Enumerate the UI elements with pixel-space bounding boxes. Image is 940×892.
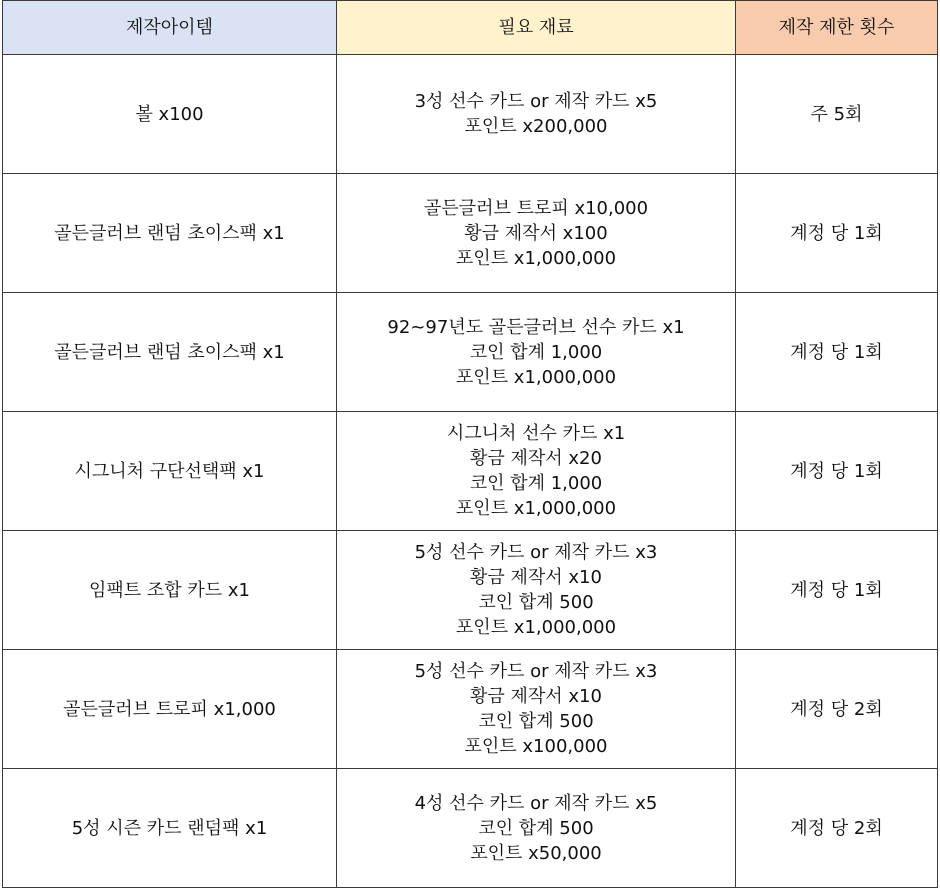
material-line: 5성 선수 카드 or 제작 카드 x3 [414, 542, 658, 563]
material-line: 3성 선수 카드 or 제작 카드 x5 [414, 91, 658, 112]
materials-cell [337, 174, 736, 293]
table-row [3, 531, 938, 650]
material-line: 코인 합계 500 [478, 711, 594, 732]
material-line: 코인 합계 500 [478, 817, 594, 839]
material-line: 코인 합계 1,000 [469, 341, 603, 363]
table-row [3, 412, 938, 531]
material-line: 골든글러브 트로피 x10,000 [423, 197, 649, 219]
material-line: 포인트 x1,000,000 [455, 617, 617, 638]
material-line: 포인트 x1,000,000 [455, 498, 617, 519]
material-line: 포인트 x1,000,000 [455, 247, 617, 269]
craft-item-cell: 골든글러브 랜덤 초이스팩 x1 [3, 293, 337, 412]
material-line: 황금 제작서 x20 [470, 448, 602, 469]
material-line: 황금 제작서 x10 [470, 686, 602, 707]
material-line: 황금 제작서 x10 [470, 567, 602, 588]
materials-cell [337, 769, 736, 888]
table-row [3, 55, 938, 174]
materials-cell [337, 412, 736, 531]
craft-limit-cell: 계정 당 1회 [736, 293, 938, 412]
materials-cell [337, 55, 736, 174]
table-row [3, 293, 938, 412]
crafting-table-container [2, 0, 937, 890]
table-row [3, 174, 938, 293]
material-line: 92~97년도 골든글러브 선수 카드 x1 [387, 316, 685, 338]
header-craft-item: 제작아이템 [3, 1, 337, 55]
material-line: 4성 선수 카드 or 제작 카드 x5 [414, 792, 658, 814]
craft-limit-cell: 계정 당 1회 [736, 531, 938, 650]
table-header-row [3, 1, 938, 55]
craft-item-cell: 5성 시즌 카드 랜덤팩 x1 [3, 769, 337, 888]
material-line: 코인 합계 500 [478, 592, 594, 613]
materials-cell [337, 531, 736, 650]
table-row [3, 650, 938, 769]
crafting-table [2, 0, 938, 888]
material-line: 코인 합계 1,000 [469, 473, 603, 494]
craft-limit-cell: 계정 당 1회 [736, 174, 938, 293]
material-line: 포인트 x200,000 [464, 116, 608, 137]
material-line: 포인트 x50,000 [470, 842, 602, 864]
craft-limit-cell: 계정 당 2회 [736, 769, 938, 888]
materials-cell [337, 650, 736, 769]
material-line: 포인트 x100,000 [464, 736, 608, 757]
header-craft-limit: 제작 제한 횟수 [736, 1, 938, 55]
material-line: 포인트 x1,000,000 [455, 366, 617, 388]
craft-limit-cell: 계정 당 1회 [736, 412, 938, 531]
craft-item-cell: 골든글러브 랜덤 초이스팩 x1 [3, 174, 337, 293]
craft-item-cell: 골든글러브 트로피 x1,000 [3, 650, 337, 769]
material-line: 5성 선수 카드 or 제작 카드 x3 [414, 661, 658, 682]
craft-item-cell: 볼 x100 [3, 55, 337, 174]
material-line: 시그니처 선수 카드 x1 [446, 423, 626, 444]
craft-item-cell: 시그니처 구단선택팩 x1 [3, 412, 337, 531]
craft-item-cell: 임팩트 조합 카드 x1 [3, 531, 337, 650]
craft-limit-cell: 주 5회 [736, 55, 938, 174]
header-required-materials: 필요 재료 [337, 1, 736, 55]
table-row [3, 769, 938, 888]
materials-cell [337, 293, 736, 412]
craft-limit-cell: 계정 당 2회 [736, 650, 938, 769]
material-line: 황금 제작서 x100 [464, 222, 608, 244]
